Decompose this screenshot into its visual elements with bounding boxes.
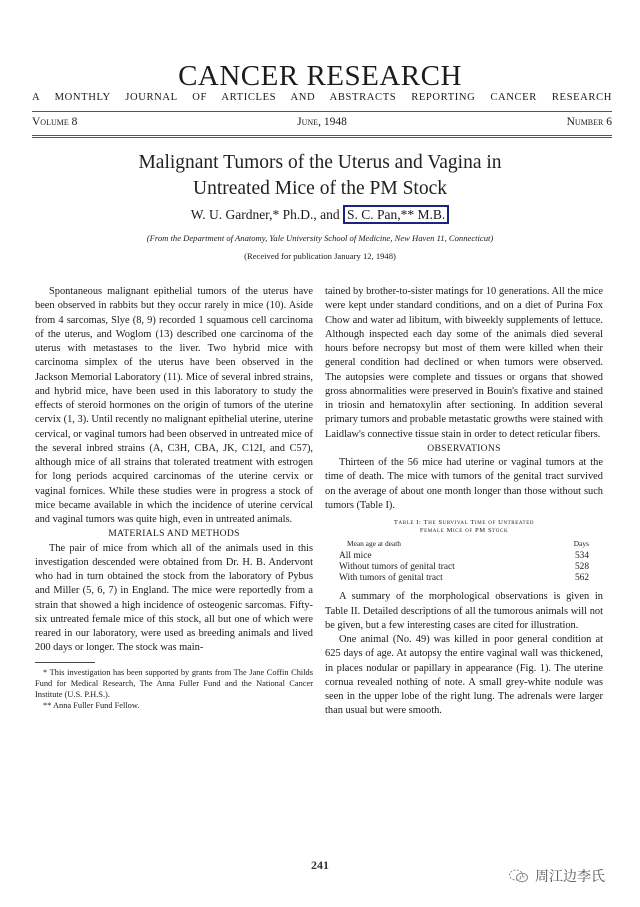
header-rule-bottom bbox=[32, 135, 612, 138]
article-title-line2: Untreated Mice of the PM Stock bbox=[193, 178, 447, 199]
author-pan-highlighted: S. C. Pan,** M.B. bbox=[343, 205, 449, 224]
watermark-text: 周江边李氏 bbox=[535, 869, 605, 885]
footnote-fellow: ** Anna Fuller Fund Fellow. bbox=[43, 700, 140, 710]
observations-paragraph: Thirteen of the 56 mice had uterine or vaginal tumors at the time of death. The mice with tumors of the genital tract survived on the average of about one month longer than those without such tumors (Table I). bbox=[325, 457, 603, 511]
author-gardner: W. U. Gardner,* Ph.D., and bbox=[190, 207, 340, 222]
case-paragraph: One animal (No. 49) was killed in poor general condition at 625 days of age. At autopsy the entire vaginal wall was thickened, in places nodular or papillary in appearance (Fig. 1). The uterine cornua revealed nothing of note. A small grey-white nodule was seen in the upper lobe of the right lung. The adrenals were larger than usual but were smooth. bbox=[325, 634, 603, 717]
section-heading-observations: OBSERVATIONS bbox=[427, 442, 501, 454]
table-cell-value: 528 bbox=[574, 562, 589, 573]
table-cell-label: Without tumors of genital tract bbox=[339, 562, 455, 573]
table-cell-label: All mice bbox=[339, 551, 372, 562]
journal-subtitle: A MONTHLY JOURNAL OF ARTICLES AND ABSTRACTS REPORTING CANCER RESEARCH bbox=[32, 92, 612, 103]
issue-date: June, 1948 bbox=[297, 116, 347, 128]
volume-label: Volume 8 bbox=[32, 116, 78, 128]
header-rule-top bbox=[32, 111, 612, 112]
left-column bbox=[35, 285, 313, 711]
continued-paragraph: tained by brother-to-sister matings for 10 generations. All the mice were kept under standard conditions, and on a diet of Purina Fox Chow and water ad libitum, with biweekly supplements of lettuce. Although inspected each day some of the animals died several hours before necropsy but most of them were killed when their general condition had declined or when tumors were observed. The autopsies were complete and tissues or organs that showed gross abnormalities were preserved in Bouin's fixative and stained in triosin and hematoxylin after sectioning. In addition several primary tumors and probable metastatic growths were stained with Laidlaw's connective tissue stain in order to detect reticular fibers. bbox=[325, 286, 603, 440]
footnotes bbox=[35, 667, 313, 711]
table-caption bbox=[325, 519, 603, 535]
wechat-icon bbox=[508, 869, 530, 883]
table-header-label: Mean age at death bbox=[347, 539, 401, 548]
affiliation: (From the Department of Anatomy, Yale University School of Medicine, New Haven 11, Connecticut) bbox=[146, 233, 494, 243]
footnote-funding: * This investigation has been supported by grants from The Jane Coffin Childs Fund for Medical Research, The Anna Fuller Fund and the National Cancer Institute (U.S. P.H.S.). bbox=[35, 667, 313, 699]
table-header bbox=[325, 535, 603, 551]
watermark bbox=[508, 866, 605, 886]
table-caption-line2: Female Mice of PM Stock bbox=[419, 527, 509, 534]
table-cell-label: With tumors of genital tract bbox=[339, 573, 443, 584]
summary-paragraph: A summary of the morphological observations is given in Table II. Detailed descriptions of all the tumorous animals will not be given, but a few interesting cases are cited for illustration. bbox=[325, 591, 603, 631]
article-title-line1: Malignant Tumors of the Uterus and Vagina in bbox=[138, 152, 502, 173]
table-cell-value: 534 bbox=[574, 551, 589, 562]
section-heading-methods: MATERIALS AND METHODS bbox=[108, 528, 240, 540]
methods-paragraph: The pair of mice from which all of the animals used in this investigation descended were obtained from Dr. H. B. Andervont who had in turn obtained the stock from the laboratory of Pybus and Miller (5, 6, 7) in England. The mice were reportedly from a strain that showed a high incidence of osteogenic sarcomas. Fifty-six untreated female mice of this stock, all but one of which were reared in our laboratory, were used as breeding animals and lived 200 days or longer. The stock was main- bbox=[35, 542, 313, 654]
table-row bbox=[325, 573, 603, 584]
author-line bbox=[0, 207, 640, 223]
table-caption-line1: Table I: The Survival Time of Untreated bbox=[393, 519, 535, 526]
footnote-divider bbox=[35, 662, 95, 663]
table-row bbox=[325, 551, 603, 562]
table-header-value: Days bbox=[573, 539, 589, 548]
intro-paragraph: Spontaneous malignant epithelial tumors of the uterus have been observed in rabbits but they occur rarely in mice (10). Aside from 4 sarcomas, Slye (8, 9) recorded 1 squamous cell carcinoma of the uterus, and Woglom (13) described one carcinoma of the uterus with metastases to the liver. Two hybrid mice with carcinoma simplex of the uterus have been observed in the Jackson Memorial Laboratory (11). Mice of several inbred strains, and hybrid mice, have been used in this laboratory to study the effects of steroid hormones on the origin of tumors of the uterine cervix (1, 3). Until recently no malignant epithelial uterine, uterine cervical, or vaginal tumors had been observed in untreated mice of the several inbred strains (A, C3H, CBA, JK, C12I, and C57), although mice of all strains that tolerated treatment with estrogen for long periods acquired carcinomas of the uterine cervix or vaginal fornices. While these studies were in progress a stock of mice became available in which the incidence of uterine cervical and vaginal tumors was quite high, even in untreated animals. bbox=[35, 286, 313, 525]
table-row bbox=[325, 562, 603, 573]
right-column bbox=[325, 285, 603, 719]
survival-table bbox=[325, 519, 603, 590]
issue-number: Number 6 bbox=[566, 116, 612, 128]
issue-info-row bbox=[32, 116, 612, 128]
journal-title: CANCER RESEARCH bbox=[178, 60, 462, 92]
received-date: (Received for publication January 12, 1948) bbox=[244, 251, 396, 261]
table-cell-value: 562 bbox=[574, 573, 589, 584]
page-number: 241 bbox=[311, 858, 329, 872]
